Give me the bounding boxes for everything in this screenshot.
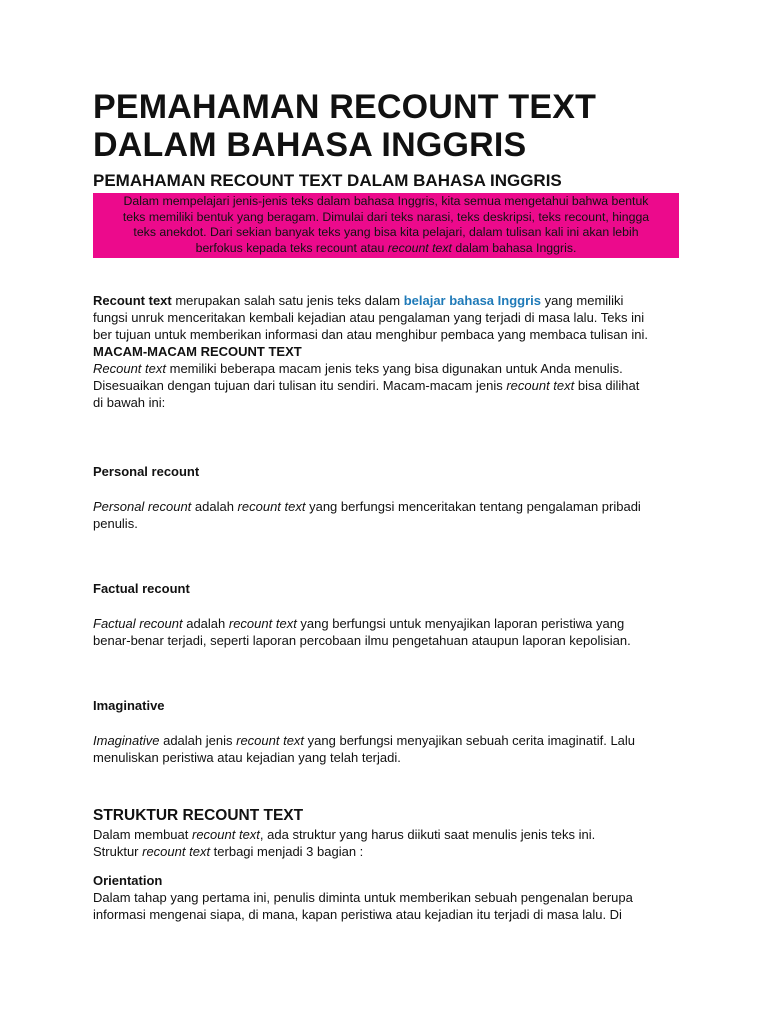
para-line: Personal recount adalah recount text yang berfungsi menceritakan tentang pengalaman pribadi xyxy=(93,499,641,514)
heading-imaginative: Imaginative xyxy=(93,698,165,713)
paragraph-recount-definition xyxy=(93,292,683,343)
intro-line: berfokus kepada teks recount atau recount text dalam bahasa Inggris. xyxy=(195,240,577,255)
paragraph-orientation xyxy=(93,889,683,923)
title-line-1: PEMAHAMAN RECOUNT TEXT xyxy=(93,88,597,126)
para-line: Disesuaikan dengan tujuan dari tulisan itu sendiri. Macam-macam jenis recount text bisa dilihat xyxy=(93,378,640,393)
para-line: informasi mengenai siapa, di mana, kapan peristiwa atau kejadian itu terjadi di masa lalu. Di xyxy=(93,907,622,922)
paragraph-struktur xyxy=(93,826,683,860)
paragraph-factual-recount xyxy=(93,615,683,649)
para-line: Struktur recount text terbagi menjadi 3 bagian : xyxy=(93,844,364,859)
heading-factual-recount: Factual recount xyxy=(93,581,190,596)
para-line: Recount text memiliki beberapa macam jenis teks yang bisa digunakan untuk Anda menulis. xyxy=(93,361,623,376)
belajar-bahasa-inggris-link[interactable]: belajar bahasa Inggris xyxy=(403,293,541,308)
para-line: Recount text merupakan salah satu jenis teks dalam belajar bahasa Inggris yang memiliki xyxy=(93,293,624,308)
document-title xyxy=(93,88,683,164)
paragraph-macam-macam xyxy=(93,360,683,411)
para-line: ber tujuan untuk memberikan informasi dan atau menghibur pembaca yang membaca tulisan ini. xyxy=(93,327,648,342)
intro-line: Dalam mempelajari jenis-jenis teks dalam bahasa Inggris, kita semua mengetahui bahwa bentuk xyxy=(123,194,649,208)
heading-personal-recount: Personal recount xyxy=(93,464,200,479)
document-content xyxy=(93,88,683,923)
document-subtitle: PEMAHAMAN RECOUNT TEXT DALAM BAHASA INGGRIS xyxy=(93,171,562,190)
heading-macam-macam: MACAM-MACAM RECOUNT TEXT xyxy=(93,344,302,359)
paragraph-personal-recount xyxy=(93,498,683,532)
intro-highlight-box xyxy=(93,193,679,258)
heading-orientation: Orientation xyxy=(93,873,163,888)
intro-line: teks memiliki bentuk yang beragam. Dimulai dari teks narasi, teks deskripsi, teks recount, hingga xyxy=(122,209,650,224)
para-line: benar-benar terjadi, seperti laporan percobaan ilmu pengetahuan ataupun laporan kepolisian. xyxy=(93,633,631,648)
para-line: fungsi unruk menceritakan kembali kejadian atau pengalaman yang terjadi di masa lalu. Teks ini xyxy=(93,310,645,325)
intro-line: teks anekdot. Dari sekian banyak teks yang bisa kita pelajari, dalam tulisan kali ini akan lebih xyxy=(133,225,639,239)
para-line: Imaginative adalah jenis recount text yang berfungsi menyajikan sebuah cerita imaginatif. Lalu xyxy=(93,733,636,748)
para-line: Dalam tahap yang pertama ini, penulis diminta untuk memberikan sebuah pengenalan berupa xyxy=(93,890,633,905)
para-line: Factual recount adalah recount text yang berfungsi untuk menyajikan laporan peristiwa yang xyxy=(93,616,625,631)
title-line-2: DALAM BAHASA INGGRIS xyxy=(93,126,527,164)
para-line: Dalam membuat recount text, ada struktur yang harus diikuti saat menulis jenis teks ini. xyxy=(93,827,596,842)
para-line: di bawah ini: xyxy=(93,395,166,410)
para-line: penulis. xyxy=(93,516,138,531)
paragraph-imaginative xyxy=(93,732,683,766)
para-line: menuliskan peristiwa atau kejadian yang telah terjadi. xyxy=(93,750,401,765)
heading-struktur: STRUKTUR RECOUNT TEXT xyxy=(93,807,304,824)
